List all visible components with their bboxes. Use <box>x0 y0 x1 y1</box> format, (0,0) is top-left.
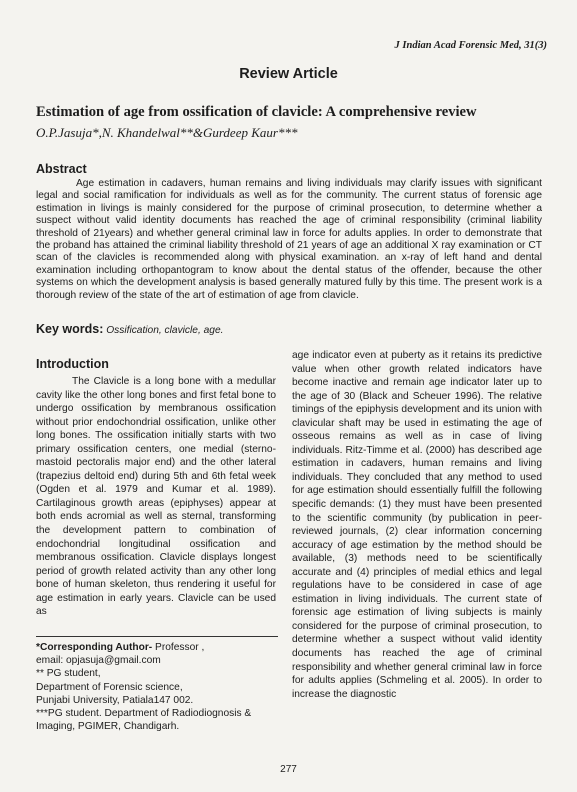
corresponding-author-label: *Corresponding Author- <box>36 642 153 653</box>
introduction-left-text: The Clavicle is a long bone with a medullar cavity like the other long bones and first fetal bone to undergo ossification by membranous ossification without prior endochondrial ossification, unlike other long bones. The ossification initially starts with two primary ossification centers, one medial (sterno-mastoid pectoralis major end) and the other lateral (trapezius deltoid end) during 5th and 6th fetal week (Ogden et al. 1979 and Kumar et al. 1989). Cartilaginous growth areas (epiphyses) appear at both ends acromial as well as sternal, transforming the development pattern to combination of endochondrial longitudinal ossification and membranous ossification. Clavicle displays longest period of growth related activity than any other long bone of human skeleton, thus rendering it useful for age estimation in early years. Clavicle can be used as <box>36 376 276 618</box>
keywords-text: Ossification, clavicle, age. <box>106 325 224 336</box>
article-type: Review Article <box>239 66 338 82</box>
footnote-line-5: ***PG student. Department of Radiodiognosis & Imaging, PGIMER, Chandigarh. <box>36 708 252 733</box>
corresponding-author-role: Professor , <box>152 642 205 653</box>
footnote-line-3: Department of Forensic science, <box>36 681 183 693</box>
abstract-body: Age estimation in cadavers, human remains and living individuals may clarify issues with significant legal and social ramification for individuals as well as for the community. The current status of forensic age estimation in livings is mainly considered for the purpose of criminal prosecution, to determine whether a suspect without valid identity documents has reached the age of criminal responsibility (criminal liability threshold of 21years) and whether general criminal law in force for adults applies. In order to demonstrate that the proband has attained the criminal liability threshold of 21 years of age an additional X ray examination or CT scan of the clavicles is recommended along with physical examination. an x-ray of left hand and dental examination including orthopantogram to know about the dental status of the offender, because the other systems on which the development analysis is based generally matured fully by this time. The present work is a thorough review of the state of the art of estimation of age from clavicle. <box>36 178 542 301</box>
abstract-heading: Abstract <box>36 162 87 176</box>
keywords <box>36 322 542 336</box>
journal-citation: J Indian Acad Forensic Med, 31(3) <box>394 40 547 51</box>
introduction-heading: Introduction <box>36 357 109 371</box>
left-column <box>36 349 276 619</box>
footnote-line-2: ** PG student, <box>36 668 101 680</box>
keywords-label: Key words: <box>36 322 104 336</box>
footnote-email: email: opjasuja@gmail.com <box>36 655 161 667</box>
article-authors: O.P.Jasuja*,N. Khandelwal**&Gurdeep Kaur*** <box>36 125 298 140</box>
footnote-line-4: Punjabi University, Patiala147 002. <box>36 694 194 706</box>
footnote-corresponding <box>36 641 278 654</box>
page-number: 277 <box>280 764 297 775</box>
article-title: Estimation of age from ossification of clavicle: A comprehensive review <box>36 104 477 120</box>
footnotes <box>36 636 278 733</box>
introduction-right-text: age indicator even at puberty as it retains its predictive value when other growth related indicators have become inactive and remain age indicator later up to the age of 30 (Black and Scheuer 1996). The relative timings of the epiphysis development and its union with clavicular shaft may be used in estimating the age of osseous remains as well as in case of living individuals. Ritz-Timme et al. (2000) has described age estimation in cadavers, human remains and living individuals. They concluded that any method to used for age estimation should essentially fulfill the following specific demands: (1) they must have been presented to the scientific community (by publication in peer-reviewed journals, (2) clear information concerning accuracy of age estimation by the method should be available, (3) methods need to be scientifically accurate and (4) principles of medial ethics and legal regulations have to be considered in case of age estimation in living individuals. The current state of forensic age estimation of living subjects is mainly considered for the purpose of criminal prosecution, to determine whether a suspect without valid identity documents has reached the age of criminal responsibility and whether general criminal law in force for adults applies (Schmeling et al. 2005). In order to increase the diagnostic <box>292 350 542 700</box>
